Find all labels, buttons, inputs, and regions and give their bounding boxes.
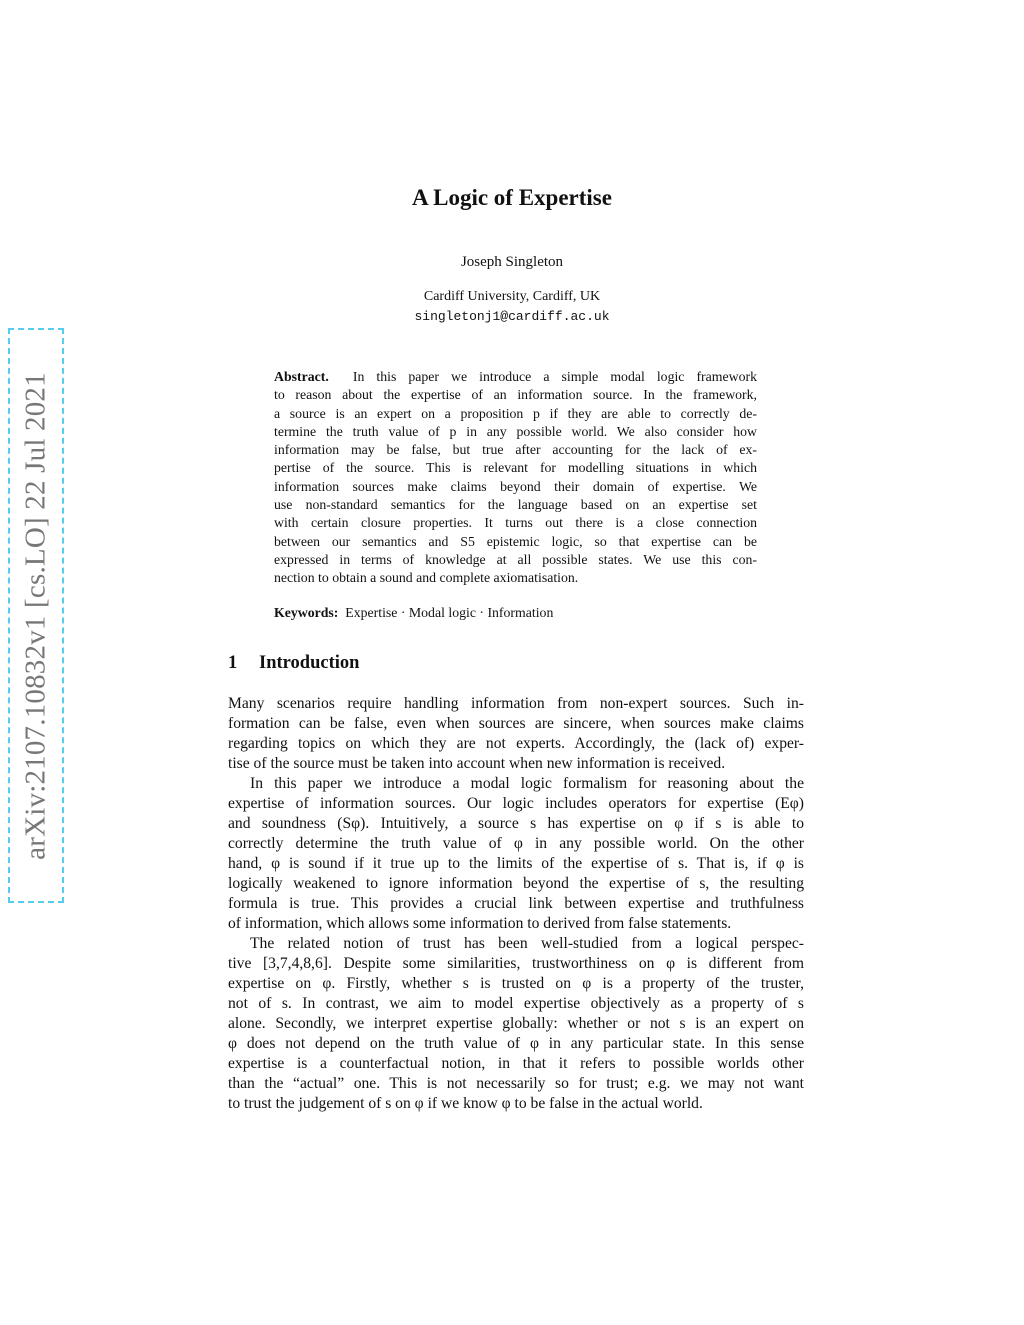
section-title: Introduction xyxy=(259,653,360,673)
author-email: singletonj1@cardiff.ac.uk xyxy=(414,309,610,324)
abstract-line: pertise of the source. This is relevant for modelling situations in which xyxy=(274,460,757,476)
body-line: φ does not depend on the truth value of φ in any particular state. In this sense xyxy=(228,1035,804,1052)
abstract-line: nection to obtain a sound and complete axiomatisation. xyxy=(274,570,579,586)
body-line: alone. Secondly, we interpret expertise globally: whether or not s is an expert on xyxy=(228,1015,804,1032)
keywords-label: Keywords: xyxy=(274,605,339,620)
abstract-line: a source is an expert on a proposition p if they are able to correctly de- xyxy=(274,405,757,421)
body-line: hand, φ is sound if it true up to the limits of the expertise of s. That is, if φ is xyxy=(228,855,804,872)
arxiv-stamp xyxy=(8,328,64,903)
body-line: formula is true. This provides a crucial link between expertise and truthfulness xyxy=(228,895,804,912)
body-line: formation can be false, even when sources are sincere, when sources make claims xyxy=(228,715,804,732)
author-affiliation: Cardiff University, Cardiff, UK xyxy=(423,289,601,304)
body-line: tive [3,7,4,8,6]. Despite some similarities, trustworthiness on φ is different from xyxy=(228,955,804,972)
abstract xyxy=(274,368,757,588)
abstract-label: Abstract. xyxy=(274,369,329,384)
body-line: of information, which allows some information to derived from false statements. xyxy=(228,915,732,932)
body-text xyxy=(228,694,804,1114)
keywords-text: Expertise · Modal logic · Information xyxy=(345,605,554,620)
abstract-line: with certain closure properties. It turns out there is a close connection xyxy=(274,515,757,531)
abstract-line: termine the truth value of p in any possible world. We also consider how xyxy=(274,423,757,439)
abstract-line: to reason about the expertise of an information source. In the framework, xyxy=(274,387,757,403)
abstract-line: between our semantics and S5 epistemic logic, so that expertise can be xyxy=(274,533,757,549)
author-name: Joseph Singleton xyxy=(460,254,564,270)
abstract-line: information may be false, but true after accounting for the lack of ex- xyxy=(274,442,757,458)
body-line: to trust the judgement of s on φ if we know φ to be false in the actual world. xyxy=(228,1095,703,1112)
body-line: In this paper we introduce a modal logic formalism for reasoning about the xyxy=(250,775,804,792)
abstract-line: information sources make claims beyond their domain of expertise. We xyxy=(274,478,757,494)
body-line: expertise on φ. Firstly, whether s is trusted on φ is a property of the truster, xyxy=(228,975,804,992)
section-number: 1 xyxy=(228,653,238,673)
body-line: expertise is a counterfactual notion, in that it refers to possible worlds other xyxy=(228,1055,804,1072)
body-line: The related notion of trust has been well-studied from a logical perspec- xyxy=(250,935,804,952)
body-line: and soundness (Sφ). Intuitively, a source s has expertise on φ if s is able to xyxy=(228,815,804,832)
keywords xyxy=(274,605,553,621)
paper-title: A Logic of Expertise xyxy=(412,185,612,210)
body-line: correctly determine the truth value of φ in any possible world. On the other xyxy=(228,835,804,852)
body-line: than the “actual” one. This is not necessarily so for trust; e.g. we may not want xyxy=(228,1075,804,1092)
body-line: logically weakened to ignore information beyond the expertise of s, the resulting xyxy=(228,875,804,892)
abstract-line: use non-standard semantics for the language based on an expertise set xyxy=(274,497,757,513)
abstract-line xyxy=(274,368,757,386)
body-line: regarding topics on which they are not experts. Accordingly, the (lack of) exper- xyxy=(228,735,804,752)
body-line: expertise of information sources. Our logic includes operators for expertise (Eφ) xyxy=(228,795,804,812)
abstract-text: In this paper we introduce a simple modal logic framework xyxy=(352,369,757,384)
arxiv-identifier: arXiv:2107.10832v1 [cs.LO] 22 Jul 2021 xyxy=(19,371,52,860)
body-line: Many scenarios require handling information from non-expert sources. Such in- xyxy=(228,695,804,712)
section-heading xyxy=(228,653,359,674)
abstract-line: expressed in terms of knowledge at all possible states. We use this con- xyxy=(274,551,757,567)
body-line: not of s. In contrast, we aim to model expertise objectively as a property of s xyxy=(228,995,804,1012)
body-line: tise of the source must be taken into account when new information is received. xyxy=(228,755,726,772)
